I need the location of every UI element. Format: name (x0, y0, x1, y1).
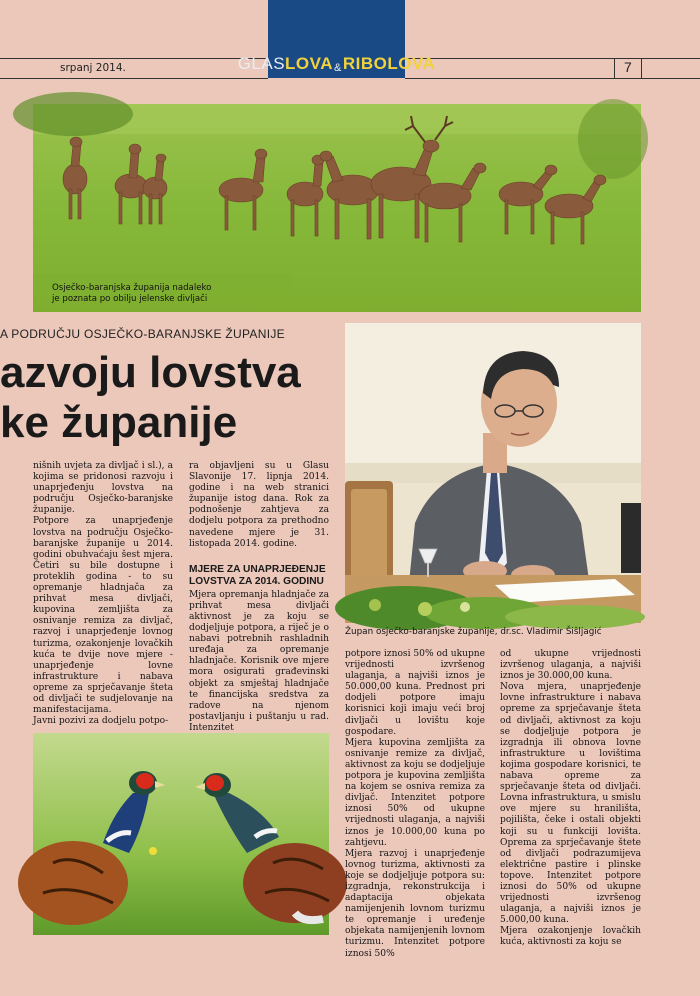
official-photo-caption: Župan osječko-baranjske županije, dr.sc. Vladimir Šišljagić (345, 627, 602, 637)
pheasants-photo (33, 733, 329, 935)
official-signing-photo (345, 323, 641, 623)
header-rule-left-bottom (0, 78, 268, 79)
col4-para-2: Nova mjera, unaprjeđenje lovne infrastrukture i nabava opreme za sprječavanje šteta od divljači, aktivnost za koju se dodjeljuje potpora je izgradnja ili obnova lovne infrastrukture u lovištima kojima gospodare korisnici, te nabava opreme za sprječavanje šteta od divljači. Lovna infrastruktura, u smislu ove mjere su hranilišta, pojilišta, čeke i ostali objekti koji su u funkciji lovišta. Oprema za sprječavanje štete od divljači podrazumijeva električne pastire i plinske topove. Intenzitet potpore iznosi do 50% od ukupne vrijednosti izvršenog ulaganja, a najviši iznos je 5.000,00 kuna. (500, 682, 641, 926)
col4-para-1: od ukupne vrijednosti izvršenog ulaganja, a najviši iznos je 30.000,00 kuna. (500, 649, 641, 682)
page-number-divider-right (641, 58, 642, 79)
headline-line-1: azvoju lovstva (0, 348, 301, 397)
col2-para-1: ra objavljeni su u Glasu Slavonije 17. lipnja 2014. godine i na web stranici županije istog dana. Rok za podnošenje zahtjeva za dodjelu potpora za prethodno navedene mjere je 31. listopada 2014. godine. (189, 461, 329, 549)
deer-photo-caption (52, 283, 211, 305)
deer-herd-photo (33, 104, 641, 312)
headline-line-2: ke županije (0, 398, 238, 447)
article-column-1 (33, 461, 173, 727)
deer-caption-line-2: je poznata po obilju jelenske divljači (52, 294, 208, 304)
header-rule-left (0, 58, 268, 59)
deer-caption-line-1: Osječko-baranjska županija nadaleko (52, 283, 212, 293)
col2-para-2: Mjera opremanja hladnjače za prihvat mesa divljači aktivnost je za koju se dodjeljuje potpora, a riječ je o nabavi potrebnih rashladnih uređaja za opremanje hladnjače. Korisnik ove mjere mora osigurati građevinski objekt za smještaj hladnjače te financijska sredstva za radove na njenom postavljanju i puštanju u rad. Intenzitet (189, 589, 329, 733)
logo-text-ribolova: RIBOLOVA (342, 54, 436, 73)
col3-para-1: potpore iznosi 50% od ukupne vrijednosti izvršenog ulaganja, a najviši iznos je 50.000,00 kuna. Prednost pri dodjeli potpore imaju korisnici koji imaju veći broj divljači u lovištu koje gospodare. (345, 649, 485, 737)
page-number-divider-left (614, 58, 615, 79)
logo-text-glas: GLAS (237, 54, 286, 73)
wooden-chair (345, 481, 393, 591)
logo-ampersand: & (334, 62, 342, 74)
article-kicker: A PODRUČJU OSJEČKO-BARANJSKE ŽUPANIJE (0, 327, 285, 341)
subhead-line-2: LOVSTVA ZA 2014. GODINU (189, 575, 324, 587)
col1-para-3: Javni pozivi za dodjelu potpo- (33, 716, 169, 727)
deer-herd-image (33, 104, 641, 312)
section-subhead (189, 564, 329, 588)
official-signing-image (345, 323, 641, 623)
article-column-4 (500, 649, 641, 948)
col3-para-2: Mjera kupovina zemljišta za osnivanje remize za divljač, aktivnost za koju se dodjeljuje potpora je kupovina zemljišta na kojem se osniva remiza za divljač. Intenzitet potpore iznosi 50% od ukupne vrijednosti ulaganja, a najviši iznos je 10.000,00 kuna po zahtjevu. (345, 737, 485, 848)
bystander-figure (621, 503, 641, 573)
header-rule-right (405, 58, 700, 59)
article-column-3 (345, 649, 485, 959)
col1-para-2: Potpore za unaprjeđenje lovstva na području Osječko-baranjske županije u 2014. godini obuhvaćaju šest mjera. Četiri su bile dostupne i proteklih godina - to su opremanje hladnjača za prihvat mesa divljači, kupovina zemljišta za osnivanje remiza za divljač, razvoj i unaprjeđenje lovnog turizma, ozakonjenje lovačkih kuća te dvije nove mjere - unaprjeđenje lovne infrastrukture i nabava opreme za sprječavanje šteta od divljači te sudjelovanje na manifestacijama. (33, 516, 173, 716)
col1-para-1: nišnih uvjeta za divljač i sl.), a kojima se pridonosi razvoju i unaprjeđenju lovstva na području Osječko-baranjske županije. (33, 461, 173, 516)
col3-para-3: Mjera razvoj i unaprjeđenje lovnog turizma, aktivnosti za koje se dodjeljuje potpora su: izgradnja, rekonstrukcija i adaptacija objekata namijenjenih lovnom turizmu te opremanje i uređenje objekata namijenjenih lovnom turizmu. Intenzitet potpore iznosi 50% (345, 848, 485, 959)
article-column-2 (189, 461, 329, 733)
col4-para-3: Mjera ozakonjenje lovačkih kuća, aktivnosti za koju se (500, 926, 641, 948)
magazine-logo (237, 0, 436, 78)
logo-text-lova: LOVA (285, 54, 334, 73)
header-rule-right-bottom (405, 78, 700, 79)
subhead-line-1: MJERE ZA UNAPRJEĐENJE (189, 563, 326, 575)
pheasants-image (33, 733, 329, 935)
issue-date: srpanj 2014. (60, 62, 126, 74)
page-number: 7 (624, 59, 632, 75)
